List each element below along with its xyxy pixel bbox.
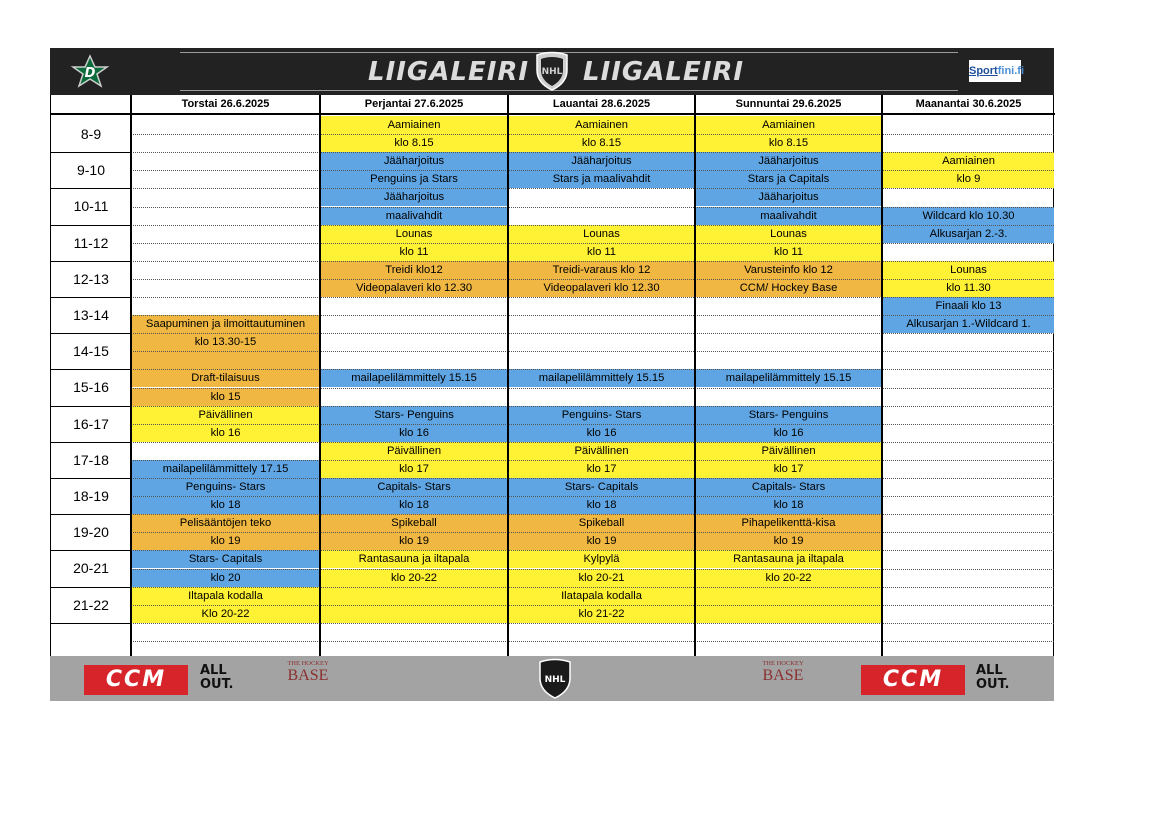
schedule-cell: Iltapala kodalla [132, 587, 319, 605]
schedule-cell: klo 17 [321, 460, 507, 478]
hour-label: 18-19 [73, 488, 109, 504]
row-divider [131, 369, 1054, 370]
schedule-cell: Spikeball [509, 514, 694, 532]
allout-left-line1: ALL [200, 663, 227, 678]
schedule-cell: Jääharjoitus [509, 152, 694, 170]
hockey-base-right-base: BASE [762, 667, 804, 684]
row-divider [131, 388, 1054, 389]
schedule-cell: klo 20-22 [696, 569, 881, 587]
schedule-cell: Päivällinen [321, 442, 507, 460]
hour-label: 12-13 [73, 270, 109, 287]
allout-logo-left [200, 664, 248, 692]
row-divider [131, 442, 1054, 443]
row-divider [131, 641, 1054, 642]
schedule-cell: Finaali klo 13 [883, 297, 1054, 315]
banner [50, 48, 1054, 95]
hour-divider [51, 514, 131, 515]
row-divider [131, 188, 1054, 189]
schedule-cell: Lounas [883, 261, 1054, 279]
schedule-cell: mailapelilämmittely 17.15 [132, 460, 319, 478]
schedule-cell: Klo 20-22 [132, 605, 319, 623]
row-divider [131, 550, 1054, 551]
schedule-cell: Stars ja maalivahdit [509, 170, 694, 188]
sportfini-part1: Sport [969, 65, 998, 77]
schedule-cell: Capitals- Stars [321, 478, 507, 496]
allout-right-line1: ALL [976, 663, 1003, 678]
schedule-cell: Spikeball [321, 514, 507, 532]
schedule-cell: maalivahdit [321, 207, 507, 225]
schedule-cell: klo 20 [132, 569, 319, 587]
schedule-cell: Penguins ja Stars [321, 170, 507, 188]
row-divider [131, 134, 1054, 135]
schedule-cell: Jääharjoitus [696, 188, 881, 206]
hour-label: 11-12 [73, 234, 109, 251]
schedule-cell: klo 8.15 [321, 134, 507, 152]
schedule-cell: mailapelilämmittely 15.15 [321, 369, 507, 387]
schedule-cell: Stars- Capitals [509, 478, 694, 496]
banner-title-right: LIIGALEIRI [583, 57, 745, 87]
row-divider [131, 605, 1054, 606]
schedule-cell: klo 9 [883, 170, 1054, 188]
hour-divider [51, 225, 131, 226]
allout-left-line2: OUT. [200, 677, 234, 692]
schedule-cell: klo 18 [509, 496, 694, 514]
day-header: Torstai 26.6.2025 [181, 98, 270, 110]
row-divider [131, 315, 1054, 316]
schedule-cell: klo 11 [509, 243, 694, 261]
hour-label: 8-9 [80, 126, 102, 142]
row-divider [131, 587, 1054, 588]
row-divider [131, 623, 1054, 624]
schedule-cell: klo 16 [696, 424, 881, 442]
schedule-cell: klo 21-22 [509, 605, 694, 623]
schedule-cell: Draft-tilaisuus [132, 369, 319, 387]
schedule-cell: Lounas [696, 225, 881, 243]
schedule-cell: Stars ja Capitals [696, 170, 881, 188]
schedule-cell: Aamiainen [321, 116, 507, 134]
row-divider [131, 478, 1054, 479]
ccm-logo-right: CCM [861, 665, 965, 695]
schedule-cell: klo 16 [321, 424, 507, 442]
schedule-cell: Pihapelikenttä-kisa [696, 514, 881, 532]
schedule-cell: Videopalaveri klo 12.30 [321, 279, 507, 297]
sponsor-footer [50, 656, 1054, 701]
schedule-cell: mailapelilämmittely 15.15 [509, 369, 694, 387]
schedule-cell: mailapelilämmittely 15.15 [696, 369, 881, 387]
schedule-cell: klo 17 [696, 460, 881, 478]
row-divider [131, 406, 1054, 407]
schedule-cell: Päivällinen [696, 442, 881, 460]
schedule-cell: klo 20-21 [509, 569, 694, 587]
schedule-cell: klo 17 [509, 460, 694, 478]
sportfini-logo [969, 60, 1025, 82]
schedule-cell: klo 19 [321, 532, 507, 550]
schedule-cell: klo 19 [132, 532, 319, 550]
row-divider [131, 333, 1054, 334]
schedule-cell: Ilatapala kodalla [509, 587, 694, 605]
schedule-cell: klo 19 [509, 532, 694, 550]
hour-divider [51, 442, 131, 443]
allout-right-line2: OUT. [976, 677, 1010, 692]
schedule-cell: Aamiainen [509, 116, 694, 134]
hour-divider [51, 369, 131, 370]
hour-label: 16-17 [73, 415, 109, 432]
schedule-cell: Alkusarjan 2.-3. [883, 225, 1054, 243]
schedule-cell: CCM/ Hockey Base [696, 279, 881, 297]
hour-divider [51, 261, 131, 262]
hour-label: 20-21 [73, 560, 109, 577]
schedule-cell: Jääharjoitus [321, 152, 507, 170]
hockey-base-left-base: BASE [287, 667, 329, 684]
schedule-cell: Varusteinfo klo 12 [696, 261, 881, 279]
row-divider [131, 424, 1054, 425]
stars-logo-icon [64, 55, 116, 89]
schedule-cell: Saapuminen ja ilmoittautuminen [132, 315, 319, 333]
hour-divider [51, 333, 131, 334]
row-divider [131, 514, 1054, 515]
column-divider [319, 95, 321, 656]
schedule-cell: Alkusarjan 1.-Wildcard 1. [883, 315, 1054, 333]
schedule-cell: Penguins- Stars [132, 478, 319, 496]
schedule-cell: klo 13.30-15 [132, 333, 319, 351]
hour-divider [51, 188, 131, 189]
schedule-cell: klo 15 [132, 388, 319, 406]
column-divider [130, 95, 132, 656]
hour-label: 9-10 [76, 162, 106, 179]
schedule-cell: klo 19 [696, 532, 881, 550]
schedule-cell: maalivahdit [696, 207, 881, 225]
schedule-cell: Penguins- Stars [509, 406, 694, 424]
row-divider [131, 152, 1054, 153]
hour-divider [51, 587, 131, 588]
schedule-cell [321, 587, 507, 605]
hour-divider [51, 550, 131, 551]
schedule-cell: klo 20-22 [321, 569, 507, 587]
hour-label: 15-16 [73, 379, 109, 396]
schedule-cell: klo 8.15 [696, 134, 881, 152]
schedule-cell: Treidi klo12 [321, 261, 507, 279]
banner-title-left: LIIGALEIRI [368, 57, 530, 87]
hour-divider [51, 152, 131, 153]
row-divider [131, 351, 1054, 352]
day-header: Lauantai 28.6.2025 [552, 98, 651, 110]
hour-divider [51, 623, 131, 624]
nhl-shield-icon [531, 50, 573, 92]
hour-label: 13-14 [73, 307, 109, 323]
schedule-cell: Rantasauna ja iltapala [696, 550, 881, 568]
hour-label: 10-11 [73, 198, 109, 215]
schedule-cell: Kylpylä [509, 550, 694, 568]
schedule-cell [321, 605, 507, 623]
hour-divider [51, 478, 131, 479]
hockey-base-logo-left [283, 660, 333, 700]
svg-text:NHL: NHL [541, 67, 563, 77]
schedule-grid [50, 95, 1054, 656]
schedule-cell: klo 11 [696, 243, 881, 261]
sportfini-part2: fini.fi [997, 65, 1025, 77]
allout-logo-right [976, 664, 1024, 692]
schedule-cell: Jääharjoitus [696, 152, 881, 170]
schedule-cell [696, 587, 881, 605]
schedule-cell: Päivällinen [509, 442, 694, 460]
hockey-base-right-top: THE HOCKEY [762, 660, 804, 667]
schedule-sheet [50, 48, 1054, 701]
schedule-cell: Videopalaveri klo 12.30 [509, 279, 694, 297]
hour-label: 17-18 [73, 451, 109, 468]
schedule-cell: klo 8.15 [509, 134, 694, 152]
schedule-cell: klo 11 [321, 243, 507, 261]
day-header: Sunnuntai 29.6.2025 [735, 98, 842, 110]
schedule-cell: klo 11.30 [883, 279, 1054, 297]
schedule-cell [696, 605, 881, 623]
schedule-cell [132, 351, 319, 369]
schedule-cell: Stars- Penguins [321, 406, 507, 424]
nhl-shield-footer-icon [535, 657, 575, 700]
row-divider [131, 460, 1054, 461]
schedule-cell: Wildcard klo 10.30 [883, 207, 1054, 225]
hour-label: 19-20 [73, 524, 109, 541]
schedule-cell: Lounas [509, 225, 694, 243]
schedule-cell: Capitals- Stars [696, 478, 881, 496]
row-divider [131, 207, 1054, 208]
column-divider [507, 95, 509, 656]
schedule-cell: Stars- Capitals [132, 550, 319, 568]
row-divider [131, 297, 1054, 298]
schedule-cell: klo 18 [132, 496, 319, 514]
row-divider [131, 569, 1054, 570]
hour-divider [51, 297, 131, 298]
row-divider [131, 279, 1054, 280]
header-divider [51, 113, 1055, 115]
row-divider [131, 170, 1054, 171]
schedule-cell: Jääharjoitus [321, 188, 507, 206]
column-divider [694, 95, 696, 656]
schedule-cell: Aamiainen [883, 152, 1054, 170]
schedule-cell: klo 18 [696, 496, 881, 514]
ccm-logo-left: CCM [84, 665, 188, 695]
schedule-cell: Aamiainen [696, 116, 881, 134]
schedule-cell: Pelisääntöjen teko [132, 514, 319, 532]
day-header: Perjantai 27.6.2025 [364, 98, 464, 110]
row-divider [131, 225, 1054, 226]
svg-text:NHL: NHL [544, 675, 566, 685]
hour-divider [51, 406, 131, 407]
hour-label: 14-15 [73, 343, 109, 360]
row-divider [131, 261, 1054, 262]
schedule-cell: Päivällinen [132, 406, 319, 424]
column-divider [881, 95, 883, 656]
hockey-base-logo-right [758, 660, 808, 700]
schedule-cell: klo 18 [321, 496, 507, 514]
hockey-base-left-top: THE HOCKEY [287, 660, 329, 667]
schedule-cell: Rantasauna ja iltapala [321, 550, 507, 568]
row-divider [131, 496, 1054, 497]
schedule-cell: Lounas [321, 225, 507, 243]
row-divider [131, 243, 1054, 244]
schedule-cell: klo 16 [132, 424, 319, 442]
schedule-cell: Stars- Penguins [696, 406, 881, 424]
row-divider [131, 532, 1054, 533]
svg-text:D: D [84, 66, 96, 81]
hour-label: 21-22 [73, 596, 109, 613]
schedule-cell: Treidi-varaus klo 12 [509, 261, 694, 279]
day-header: Maanantai 30.6.2025 [915, 98, 1022, 110]
schedule-cell: klo 16 [509, 424, 694, 442]
